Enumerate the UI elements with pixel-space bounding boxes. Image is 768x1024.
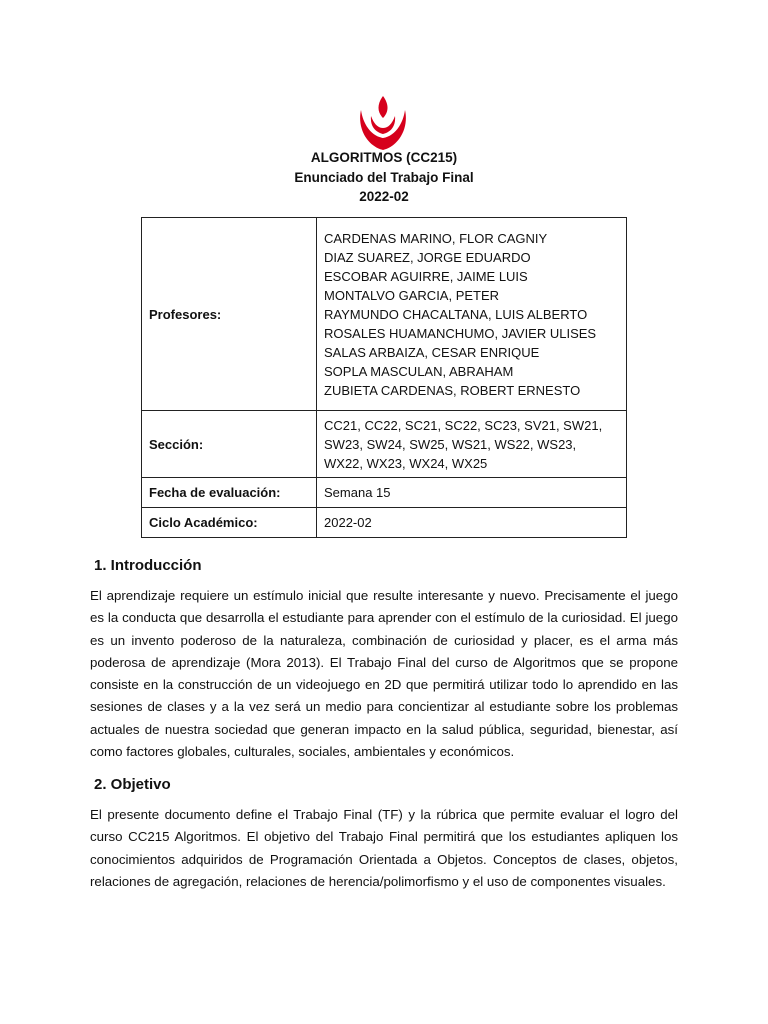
profesor-name: MONTALVO GARCIA, PETER — [324, 287, 500, 303]
seccion-label: Sección: — [142, 411, 317, 478]
course-info-table — [141, 217, 627, 538]
seccion-line: CC21, CC22, SC21, SC22, SC23, SV21, SW21, — [324, 417, 603, 433]
table-row — [142, 411, 627, 478]
course-title: ALGORITMOS (CC215) — [310, 150, 458, 165]
profesores-label: Profesores: — [142, 218, 317, 411]
table-row — [142, 218, 627, 411]
profesor-name: DIAZ SUAREZ, JORGE EDUARDO — [324, 249, 531, 265]
paragraph-objetivo: El presente documento define el Trabajo Final (TF) y la rúbrica que permite evaluar el logro del curso CC215 Algoritmos. El objetivo del Trabajo Final permitirá que los estudiantes apliquen los conocimientos adquiridos de Programación Orientada a Objetos. Conceptos de clases, objetos, relaciones de agregación, relaciones de herencia/polimorfismo y el uso de componentes visuales. — [90, 807, 678, 889]
fecha-value: Semana 15 — [317, 478, 627, 508]
period: 2022-02 — [359, 189, 409, 204]
seccion-line: WX22, WX23, WX24, WX25 — [324, 455, 488, 471]
profesor-name: ROSALES HUAMANCHUMO, JAVIER ULISES — [324, 325, 597, 341]
fecha-label: Fecha de evaluación: — [142, 478, 317, 508]
table-row — [142, 478, 627, 508]
seccion-list — [317, 411, 627, 478]
profesor-name: CARDENAS MARINO, FLOR CAGNIY — [324, 230, 548, 246]
upc-flame-logo-icon — [355, 94, 411, 154]
profesor-name: SOPLA MASCULAN, ABRAHAM — [324, 363, 514, 379]
section-title-objetivo: 2. Objetivo — [94, 776, 171, 793]
profesor-name: RAYMUNDO CHACALTANA, LUIS ALBERTO — [324, 306, 588, 322]
profesor-name: ESCOBAR AGUIRRE, JAIME LUIS — [324, 268, 528, 284]
ciclo-label: Ciclo Académico: — [142, 508, 317, 538]
profesores-list — [317, 218, 627, 411]
document-title: Enunciado del Trabajo Final — [294, 170, 474, 185]
profesor-name: ZUBIETA CARDENAS, ROBERT ERNESTO — [324, 382, 581, 398]
paragraph-introduccion: El aprendizaje requiere un estímulo inicial que resulte interesante y nuevo. Precisamente el juego es la conducta que desarrolla el estudiante para aprender con el estímulo de la curiosidad. El juego es un invento poderoso de la naturaleza, combinación de curiosidad y placer, es el arma más poderosa de aprendizaje (Mora 2013). El Trabajo Final del curso de Algoritmos que se propone consiste en la construcción de un videojuego en 2D que permitirá utilizar todo lo aprendido en las sesiones de clases y a la vez será un medio para concientizar al estudiante sobre los problemas actuales de nuestra sociedad que generan impacto en la salud pública, seguridad, bienestar, así como factores globales, culturales, sociales, ambientales y económicos. — [90, 588, 678, 760]
profesor-name: SALAS ARBAIZA, CESAR ENRIQUE — [324, 344, 540, 360]
table-row — [142, 508, 627, 538]
section-title-introduccion: 1. Introducción — [94, 557, 202, 574]
seccion-line: SW23, SW24, SW25, WS21, WS22, WS23, — [324, 436, 577, 452]
ciclo-value: 2022-02 — [317, 508, 627, 538]
